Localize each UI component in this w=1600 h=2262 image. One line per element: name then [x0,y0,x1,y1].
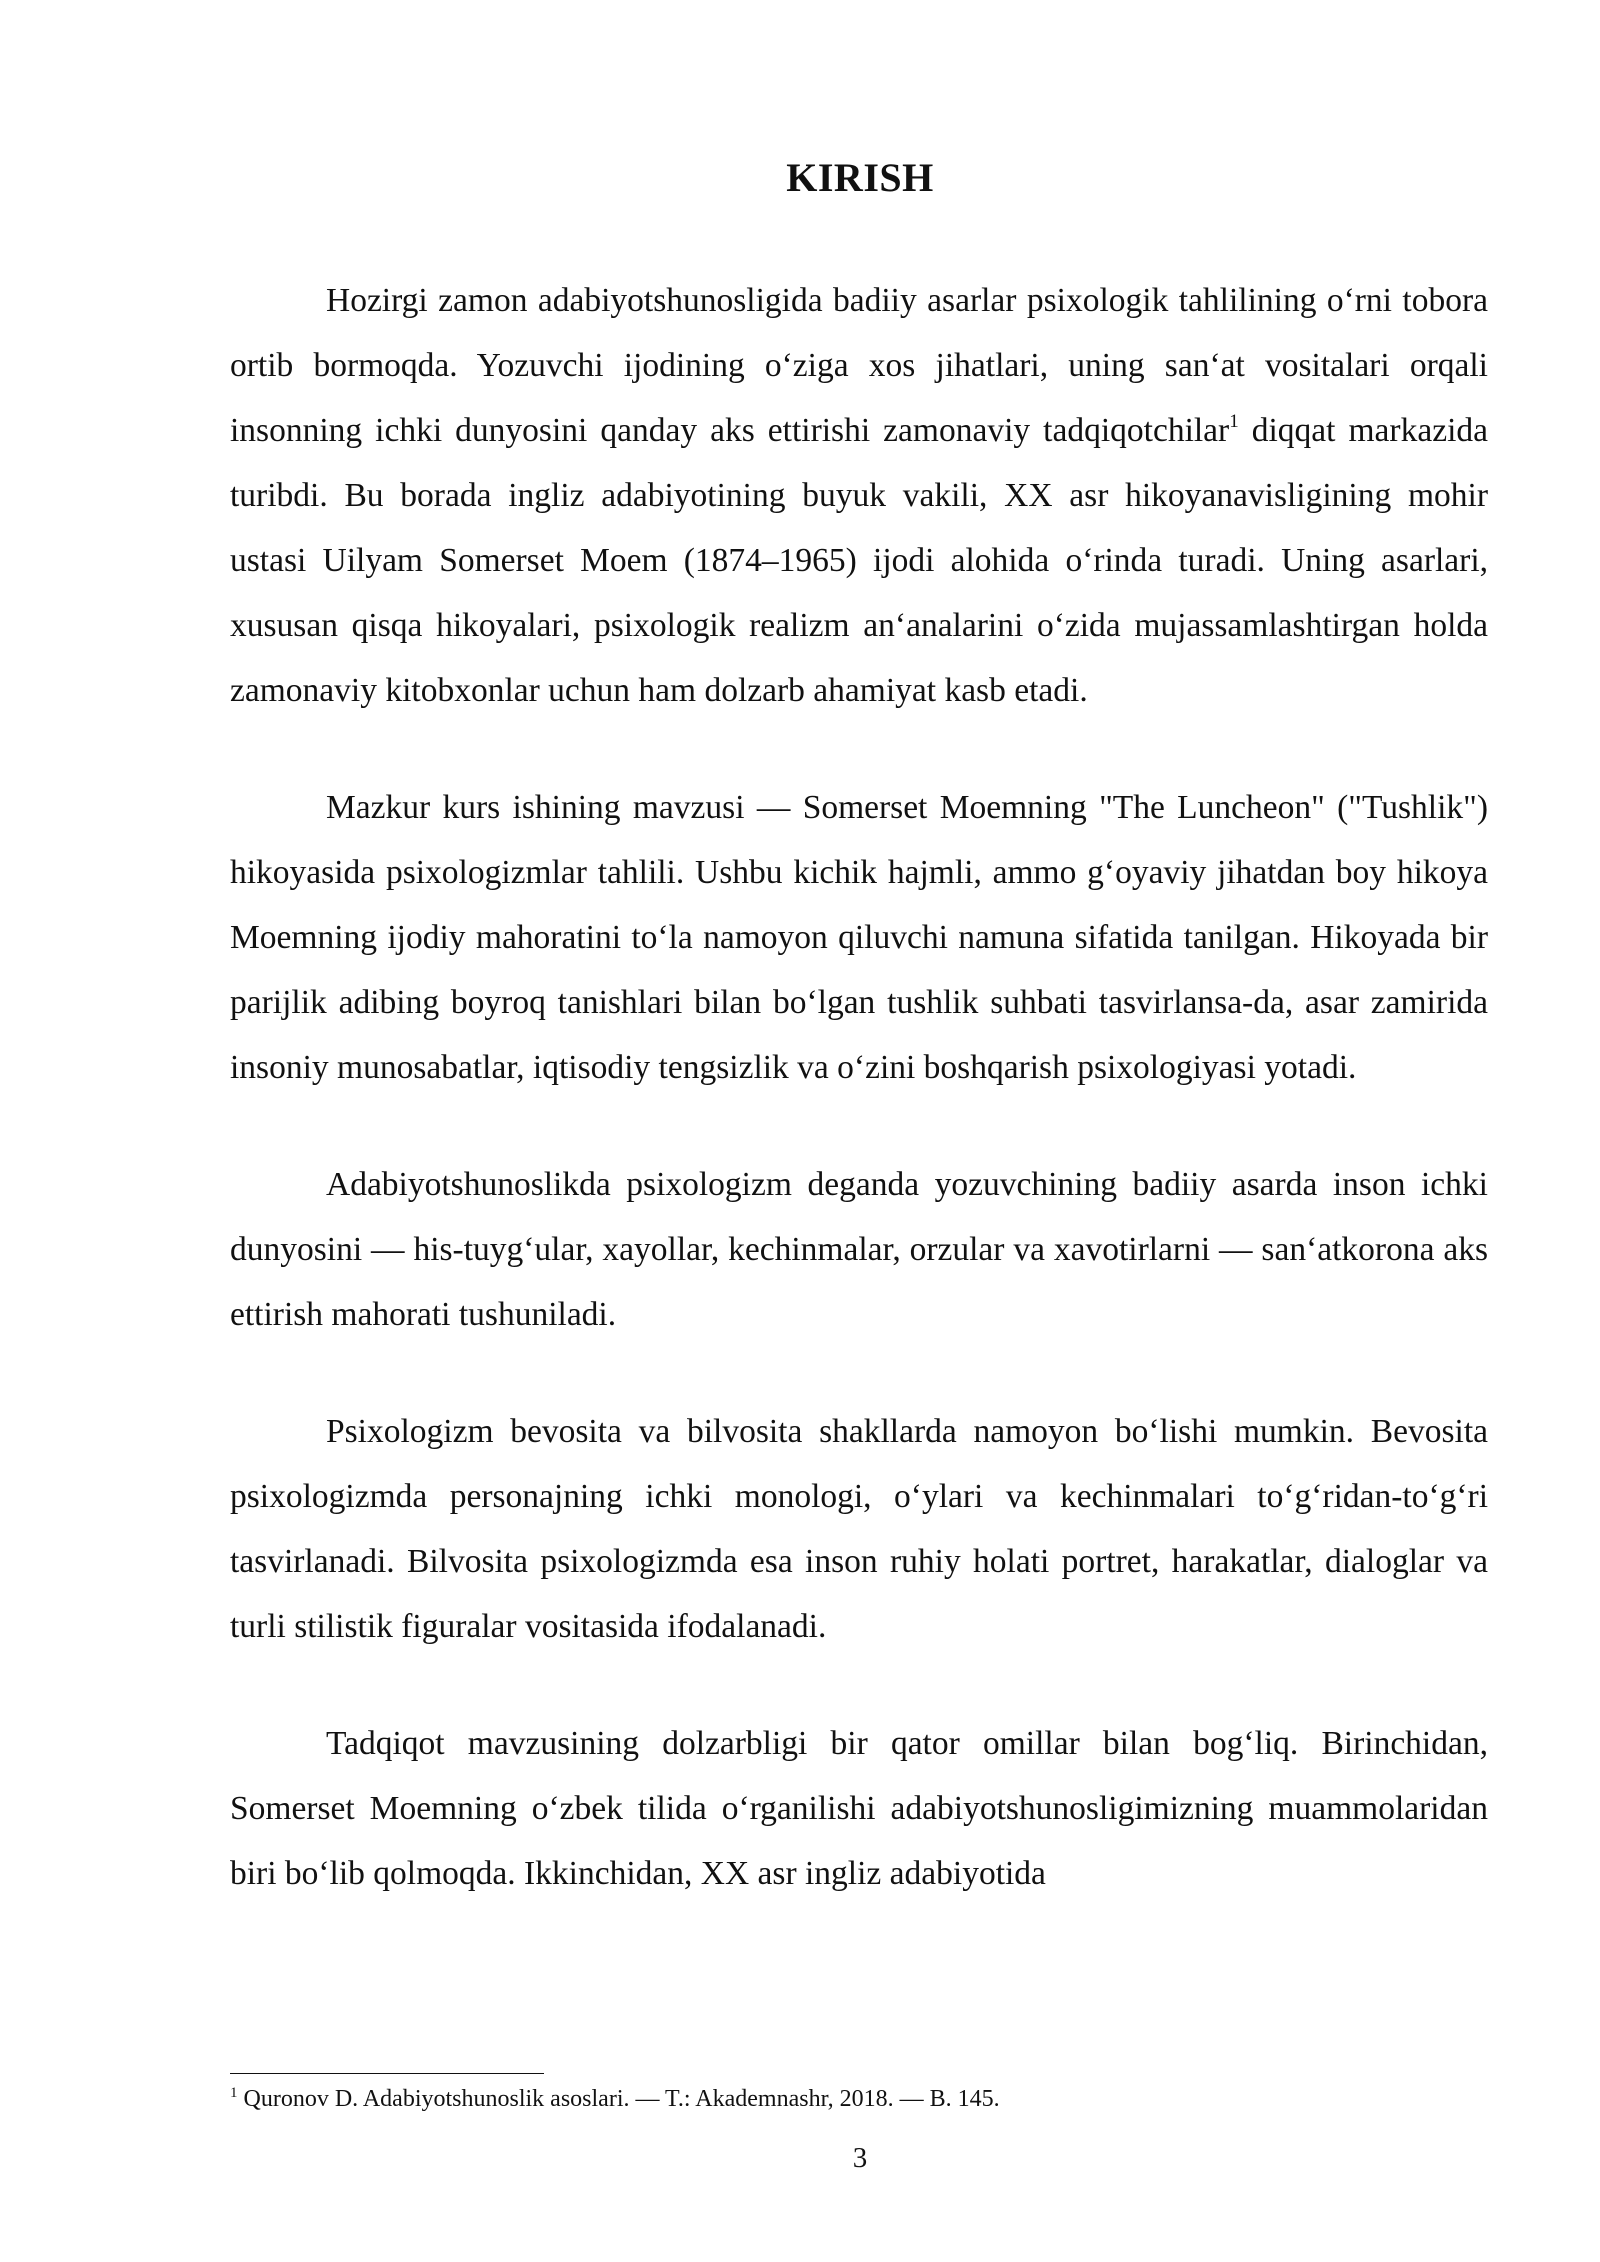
footnote [230,2082,1488,2116]
paragraph-2: Mazkur kurs ishining mavzusi — Somerset Moemning "The Luncheon" ("Tushlik") hikoyasida psixologizmlar tahlili. Ushbu kichik hajmli, ammo gʻoyaviy jihatdan boy hikoya Moemning ijodiy mahoratini toʻla namoyon qiluvchi namuna sifatida tanilgan. Hikoyada bir parijlik adibing boyroq tanishlari bilan boʻlgan tushlik suhbati tasvirlansa-da, asar zamirida insoniy munosabatlar, iqtisodiy tengsizlik va oʻzini boshqarish psixologiyasi yotadi. [230,789,1488,1086]
paragraph-5: Tadqiqot mavzusining dolzarbligi bir qator omillar bilan bogʻliq. Birinchidan, Somerset Moemning oʻzbek tilida oʻrganilishi adabiyotshunosligimizning muammolaridan biri boʻlib qolmoqda. Ikkinchidan, XX asr ingliz adabiyotida [230,1725,1488,1892]
body-text [230,268,1488,1906]
footnote-mark: 1 [230,2085,238,2101]
paragraph-1-text-a: Hozirgi zamon adabiyotshunosligida badiiy asarlar psixologik tahlilining oʻrni tobora ortib bormoqda. Yozuvchi ijodining oʻziga xos jihatlari, uning sanʻat vositalari orqali insonning ichki dunyosini qanday aks ettirishi zamonaviy tadqiqotchilar [230,282,1488,449]
paragraph-1 [230,268,1488,723]
paragraph-4: Psixologizm bevosita va bilvosita shakllarda namoyon boʻlishi mumkin. Bevosita psixologizmda personajning ichki monologi, oʻylari va kechinmalari toʻgʻridan-toʻgʻri tasvirlanadi. Bilvosita psixologizmda esa inson ruhiy holati portret, harakatlar, dialoglar va turli stilistik figuralar vositasida ifodalanadi. [230,1413,1488,1645]
footnote-separator [230,2073,544,2074]
paragraph-1-text-b: diqqat markazida turibdi. Bu borada ingliz adabiyotining buyuk vakili, XX asr hikoyanavisligining mohir ustasi Uilyam Somerset Moem (1874–1965) ijodi alohida oʻrinda turadi. Uning asarlari, xususan qisqa hikoyalari, psixologik realizm anʻanalarini oʻzida mujassamlashtirgan holda zamonaviy kitobxonlar uchun ham dolzarb ahamiyat kasb etadi. [230,412,1488,709]
paragraph-3: Adabiyotshunoslikda psixologizm deganda yozuvchining badiiy asarda inson ichki dunyosini — his-tuygʻular, xayollar, kechinmalar, orzular va xavotirlarni — sanʻatkorona aks ettirish mahorati tushuniladi. [230,1166,1488,1333]
section-title: KIRISH [786,155,934,200]
footnote-text: Quronov D. Adabiyotshunoslik asoslari. — T.: Akademnashr, 2018. — B. 145. [237,2086,1000,2112]
page-number: 3 [852,2142,868,2174]
footnote-reference[interactable]: 1 [1229,410,1239,432]
